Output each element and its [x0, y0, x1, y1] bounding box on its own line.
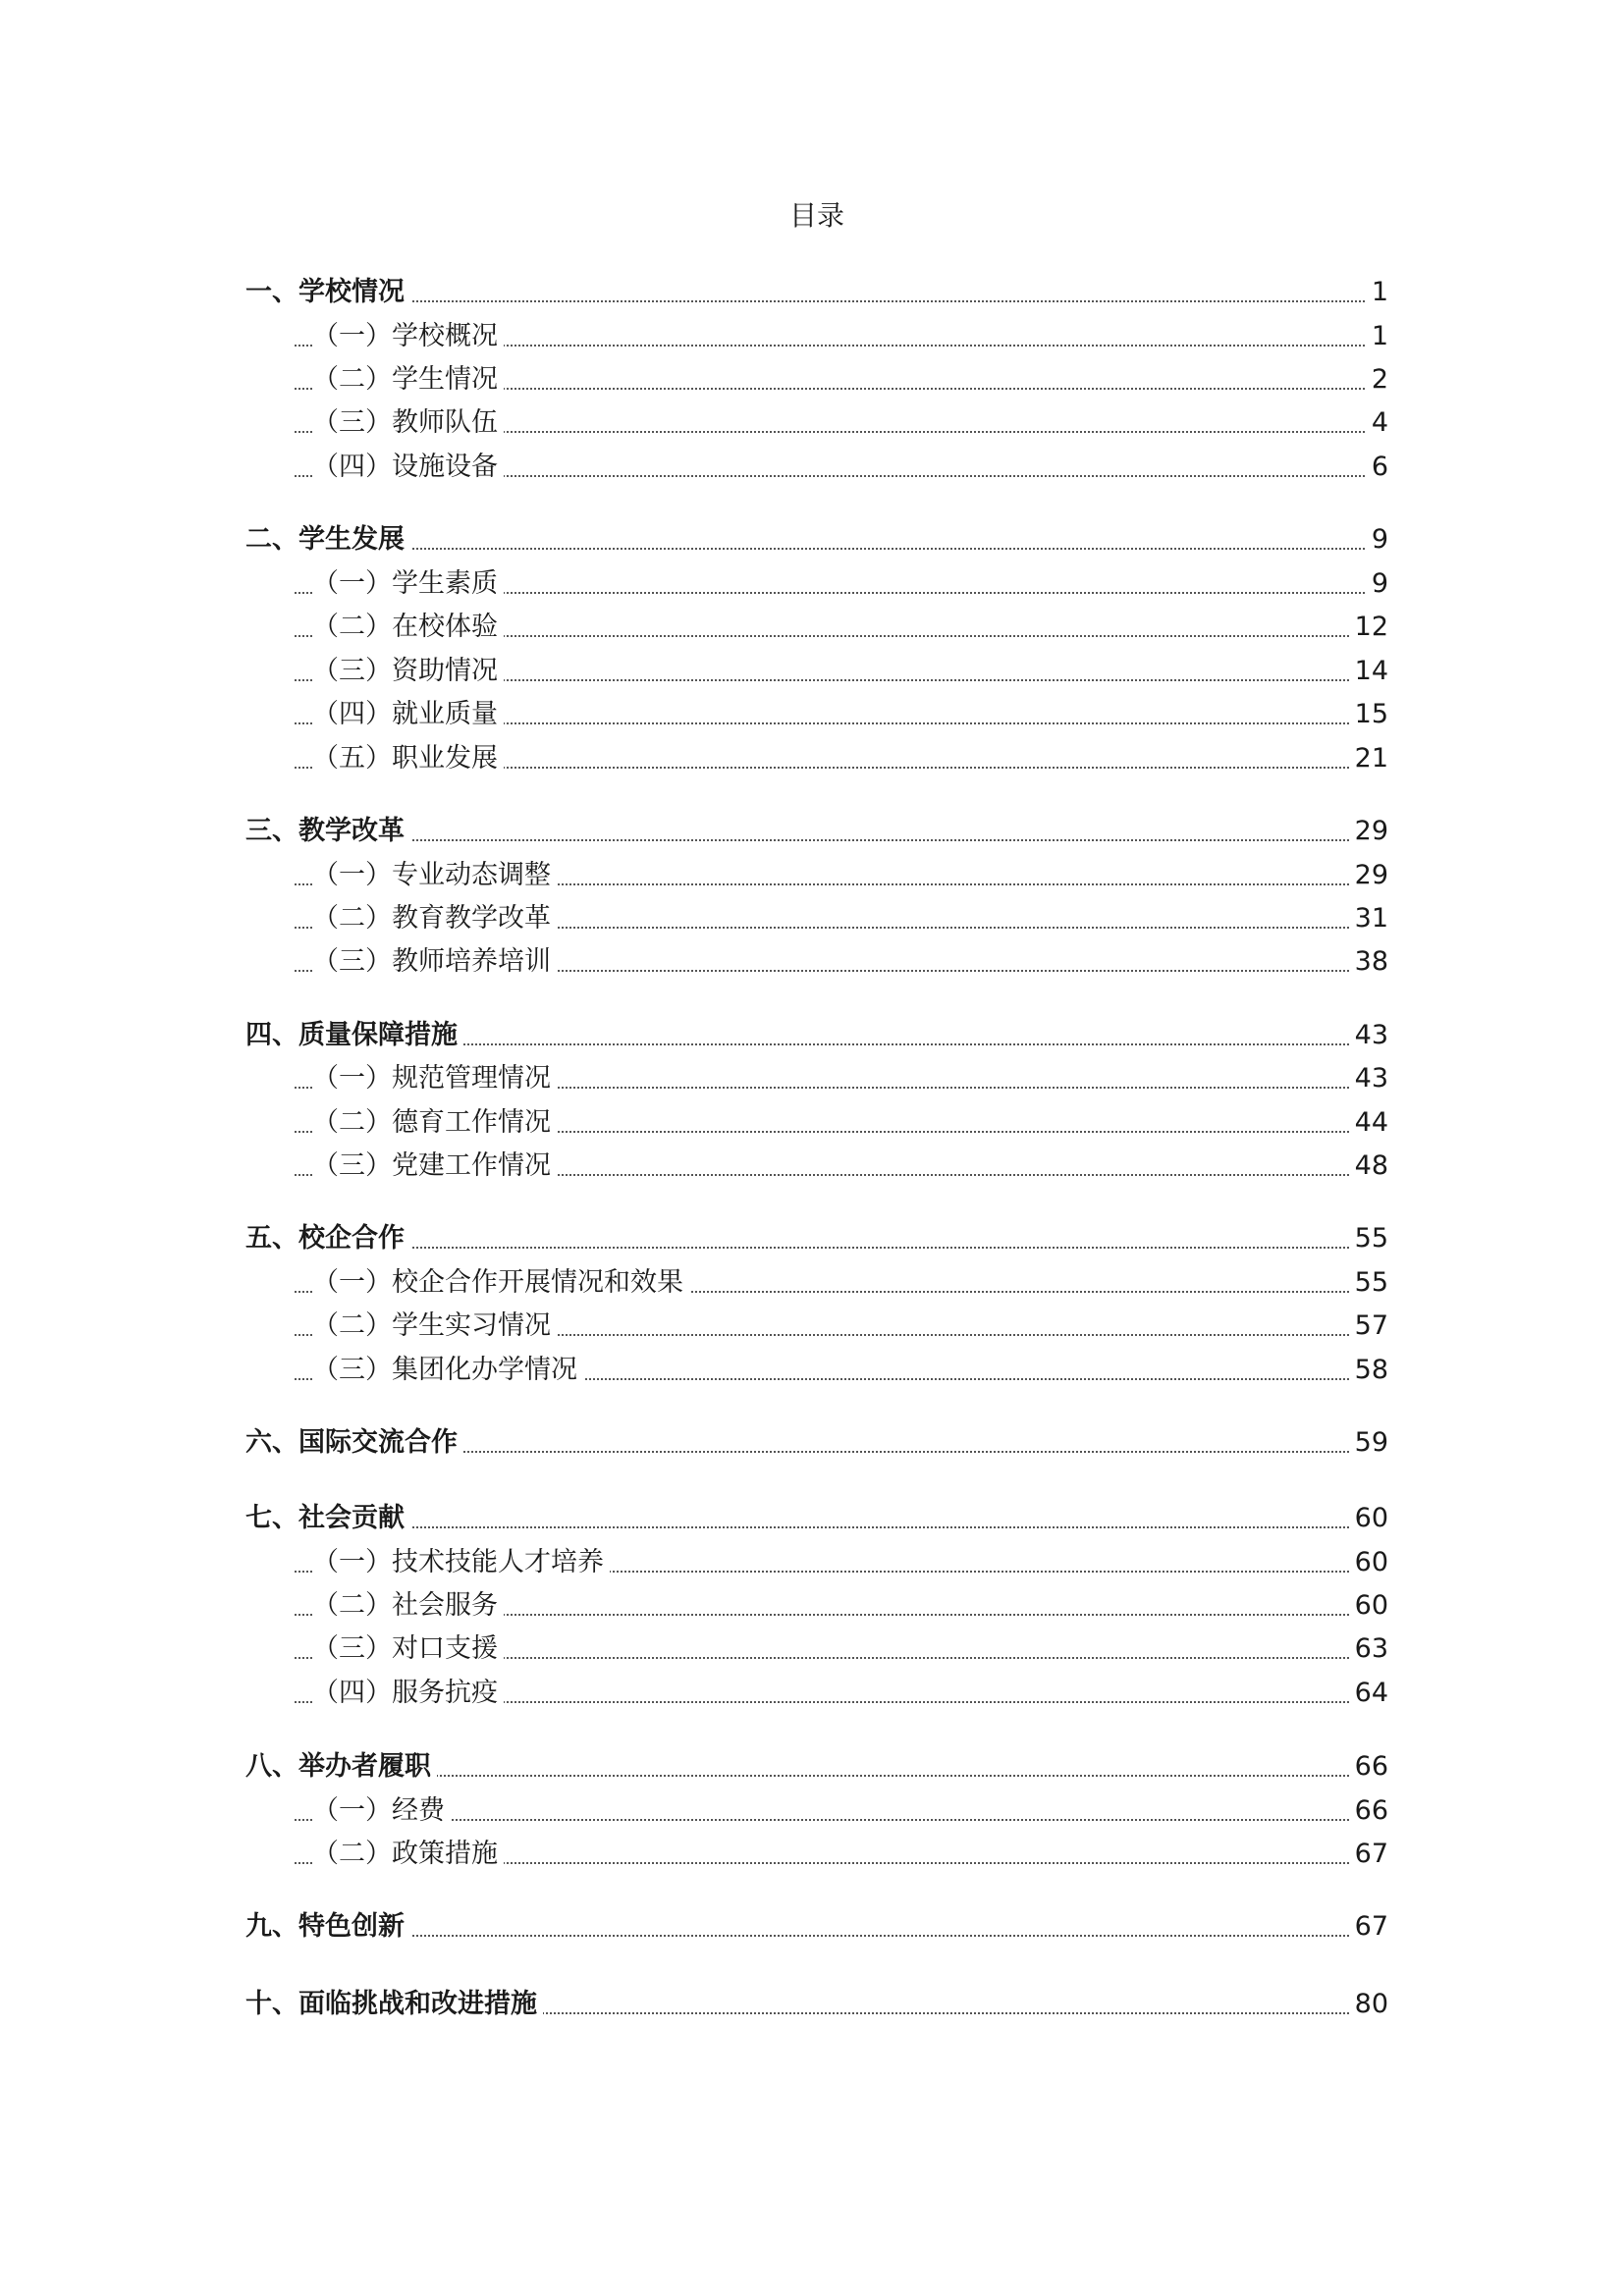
toc-entry-label: （一）学生素质	[312, 564, 504, 604]
toc-entry-label: （一）技术技能人才培养	[312, 1543, 610, 1582]
toc-entry-page-number: 55	[1349, 1219, 1388, 1258]
toc-subsection-entry[interactable]	[0, 1307, 1624, 1346]
toc-entry-label: （四）设施设备	[312, 448, 504, 487]
toc-leader-dots	[295, 1526, 1388, 1528]
toc-subsection-entry[interactable]	[0, 1835, 1624, 1874]
toc-entry-page-number: 9	[1366, 520, 1388, 560]
toc-entry-page-number: 59	[1349, 1423, 1388, 1463]
toc-subsection-entry[interactable]	[0, 856, 1624, 895]
toc-subsection-entry[interactable]	[0, 317, 1624, 356]
toc-entry-label: （三）资助情况	[312, 652, 504, 691]
toc-subsection-entry[interactable]	[0, 608, 1624, 647]
toc-subsection-entry[interactable]	[0, 695, 1624, 734]
toc-entry-page-number: 67	[1349, 1907, 1388, 1947]
toc-entry-label: （一）学校概况	[312, 317, 504, 356]
toc-entry-page-number: 12	[1349, 608, 1388, 647]
toc-subsection-entry[interactable]	[0, 564, 1624, 604]
toc-entry-label: 四、质量保障措施	[245, 1016, 463, 1055]
toc-section-entry[interactable]	[0, 273, 1624, 312]
toc-entry-label: （一）规范管理情况	[312, 1059, 557, 1098]
toc-entry-label: 二、学生发展	[245, 520, 410, 560]
toc-entry-page-number: 55	[1349, 1263, 1388, 1303]
toc-section-entry[interactable]	[0, 1747, 1624, 1787]
toc-section-entry[interactable]	[0, 1219, 1624, 1258]
toc-leader-dots	[295, 839, 1388, 841]
toc-subsection-entry[interactable]	[0, 1103, 1624, 1143]
toc-leader-dots	[295, 1775, 1388, 1777]
toc-entry-page-number: 1	[1366, 317, 1388, 356]
toc-entry-page-number: 14	[1349, 652, 1388, 691]
toc-leader-dots	[295, 1935, 1388, 1937]
toc-entry-label: （三）教师培养培训	[312, 942, 557, 982]
toc-subsection-entry[interactable]	[0, 1629, 1624, 1669]
toc-entry-page-number: 66	[1349, 1791, 1388, 1831]
toc-leader-dots	[295, 300, 1388, 302]
toc-entry-page-number: 60	[1349, 1586, 1388, 1626]
toc-section-entry[interactable]	[0, 1907, 1624, 1947]
toc-entry-label: 九、特色创新	[245, 1907, 410, 1947]
toc-subsection-entry[interactable]	[0, 739, 1624, 778]
toc-subsection-entry[interactable]	[0, 942, 1624, 982]
toc-entry-label: （二）学生实习情况	[312, 1307, 557, 1346]
toc-subsection-entry[interactable]	[0, 1543, 1624, 1582]
toc-entry-page-number: 44	[1349, 1103, 1388, 1143]
toc-entry-label: 八、举办者履职	[245, 1747, 437, 1787]
toc-entry-label: （三）对口支援	[312, 1629, 504, 1669]
toc-entry-page-number: 48	[1349, 1147, 1388, 1186]
toc-entry-page-number: 60	[1349, 1499, 1388, 1538]
toc-entry-page-number: 64	[1349, 1674, 1388, 1713]
toc-entry-label: （四）服务抗疫	[312, 1674, 504, 1713]
toc-entry-label: （二）学生情况	[312, 360, 504, 400]
toc-section-entry[interactable]	[0, 520, 1624, 560]
toc-entry-page-number: 21	[1349, 739, 1388, 778]
toc-section-entry[interactable]	[0, 1499, 1624, 1538]
toc-subsection-entry[interactable]	[0, 1586, 1624, 1626]
toc-entry-page-number: 60	[1349, 1543, 1388, 1582]
toc-subsection-entry[interactable]	[0, 403, 1624, 443]
toc-entry-label: 六、国际交流合作	[245, 1423, 463, 1463]
toc-entry-page-number: 57	[1349, 1307, 1388, 1346]
toc-subsection-entry[interactable]	[0, 1059, 1624, 1098]
toc-entry-page-number: 9	[1366, 564, 1388, 604]
toc-entry-page-number: 1	[1366, 273, 1388, 312]
toc-entry-page-number: 4	[1366, 403, 1388, 443]
toc-entry-page-number: 63	[1349, 1629, 1388, 1669]
toc-section-entry[interactable]	[0, 812, 1624, 851]
toc-entry-label: （二）社会服务	[312, 1586, 504, 1626]
toc-leader-dots	[295, 1819, 1388, 1821]
toc-subsection-entry[interactable]	[0, 1263, 1624, 1303]
toc-entry-page-number: 80	[1349, 1985, 1388, 2024]
toc-entry-label: （二）政策措施	[312, 1835, 504, 1874]
toc-subsection-entry[interactable]	[0, 360, 1624, 400]
toc-subsection-entry[interactable]	[0, 1147, 1624, 1186]
toc-subsection-entry[interactable]	[0, 1351, 1624, 1390]
toc-leader-dots	[295, 1247, 1388, 1249]
toc-entry-label: 七、社会贡献	[245, 1499, 410, 1538]
toc-section-entry[interactable]	[0, 1423, 1624, 1463]
toc-entry-label: （二）德育工作情况	[312, 1103, 557, 1143]
toc-section-entry[interactable]	[0, 1016, 1624, 1055]
toc-leader-dots	[295, 548, 1388, 550]
toc-entry-label: 一、学校情况	[245, 273, 410, 312]
toc-entry-page-number: 38	[1349, 942, 1388, 982]
toc-entry-page-number: 58	[1349, 1351, 1388, 1390]
toc-entry-label: （四）就业质量	[312, 695, 504, 734]
toc-section-entry[interactable]	[0, 1985, 1624, 2024]
toc-subsection-entry[interactable]	[0, 1674, 1624, 1713]
toc-entry-page-number: 6	[1366, 448, 1388, 487]
toc-entry-page-number: 29	[1349, 812, 1388, 851]
toc-entry-page-number: 67	[1349, 1835, 1388, 1874]
toc-subsection-entry[interactable]	[0, 652, 1624, 691]
toc-entry-label: （一）专业动态调整	[312, 856, 557, 895]
toc-entry-label: （一）经费	[312, 1791, 451, 1831]
toc-entry-page-number: 15	[1349, 695, 1388, 734]
toc-entry-page-number: 29	[1349, 856, 1388, 895]
toc-entry-label: （五）职业发展	[312, 739, 504, 778]
toc-entry-page-number: 66	[1349, 1747, 1388, 1787]
toc-entry-label: 五、校企合作	[245, 1219, 410, 1258]
toc-entry-label: （三）教师队伍	[312, 403, 504, 443]
toc-entry-label: 三、教学改革	[245, 812, 410, 851]
toc-entry-label: 十、面临挑战和改进措施	[245, 1985, 543, 2024]
toc-entry-page-number: 31	[1349, 899, 1388, 938]
toc-subsection-entry[interactable]	[0, 899, 1624, 938]
toc-title: 目录	[788, 199, 844, 232]
toc-subsection-entry[interactable]	[0, 1791, 1624, 1831]
toc-entry-label: （三）集团化办学情况	[312, 1351, 583, 1390]
toc-entry-label: （一）校企合作开展情况和效果	[312, 1263, 689, 1303]
toc-entry-label: （二）教育教学改革	[312, 899, 557, 938]
toc-subsection-entry[interactable]	[0, 448, 1624, 487]
toc-entry-page-number: 2	[1366, 360, 1388, 400]
toc-entry-label: （二）在校体验	[312, 608, 504, 647]
toc-entry-page-number: 43	[1349, 1016, 1388, 1055]
toc-entry-label: （三）党建工作情况	[312, 1147, 557, 1186]
toc-entry-page-number: 43	[1349, 1059, 1388, 1098]
